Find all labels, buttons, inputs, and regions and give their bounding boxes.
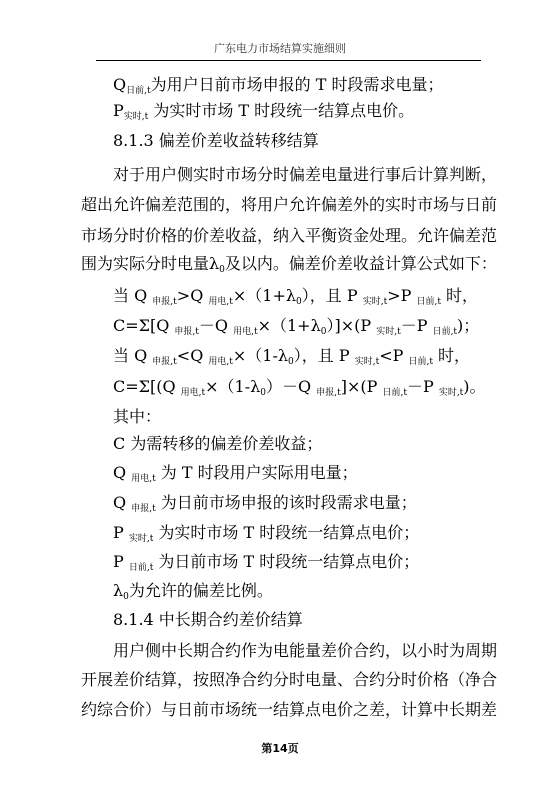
text-segment: >Q: [176, 286, 209, 305]
text-line: [113, 316, 479, 336]
text-segment: 为实时市场 T 时段统一结算点电价；: [153, 523, 420, 542]
page-number: 第14页: [261, 742, 299, 755]
text-segment: 8.1.4 中长期合约差价结算: [113, 610, 303, 629]
text-segment: 超出允许偏差范围的，将用户允许偏差外的实时市场与日前: [81, 195, 498, 214]
subscript: 日前,t: [128, 563, 154, 573]
text-line: [113, 493, 417, 513]
text-segment: P: [113, 101, 124, 120]
subscript: 0: [320, 327, 327, 337]
text-segment: Q: [113, 75, 127, 94]
text-segment: 及以内。偏差价差收益计算公式如下：: [224, 254, 497, 273]
text-segment: )；: [457, 316, 480, 335]
text-segment: 对于用户侧实时市场分时偏差电量进行事后计算判断，: [113, 165, 498, 184]
text-segment: 为实时市场 T 时段统一结算点电价。: [148, 101, 415, 120]
subscript: 申报,t: [152, 357, 177, 367]
text-segment: C=Σ[Q: [113, 316, 175, 335]
subscript: 日前,t: [126, 86, 151, 96]
text-segment: 为日前市场申报的该时段需求电量；: [155, 493, 417, 512]
text-segment: >P: [387, 286, 417, 305]
header-rule: [96, 60, 481, 61]
subscript: 日前,t: [416, 297, 441, 307]
text-segment: )。: [463, 377, 486, 396]
text-segment: ），且 P: [301, 286, 363, 305]
text-segment: －P: [400, 316, 433, 335]
text-segment: 当 Q: [113, 286, 153, 305]
text-segment: ）]×(P: [326, 316, 377, 335]
text-segment: C=Σ[(Q: [113, 377, 181, 396]
text-line: [81, 670, 497, 690]
text-line: [81, 195, 497, 215]
subscript: 用电,t: [180, 388, 206, 398]
subscript: 用电,t: [208, 357, 233, 367]
text-segment: P: [113, 523, 129, 542]
page-header: 广东电力市场结算实施细则: [214, 42, 346, 55]
text-line: [113, 641, 497, 661]
text-line: [81, 226, 497, 246]
subscript: 实时,t: [123, 112, 149, 122]
subscript: 实时,t: [362, 297, 388, 307]
text-segment: C 为需转移的偏差价差收益；: [113, 434, 323, 453]
text-line: [113, 523, 419, 543]
text-line: [113, 552, 419, 572]
text-line: [113, 463, 358, 483]
text-segment: ]×(P: [340, 377, 383, 396]
text-line: [113, 581, 273, 601]
text-segment: ）－Q: [266, 377, 317, 396]
subscript: 0: [288, 357, 294, 367]
text-segment: ×（1-λ: [205, 377, 261, 396]
subscript: 0: [260, 388, 267, 398]
text-line: [81, 700, 497, 720]
text-line: [113, 346, 470, 366]
subscript: 用电,t: [131, 474, 156, 484]
text-line: [113, 377, 486, 397]
text-segment: Q: [113, 493, 132, 512]
text-segment: ），且 P: [293, 346, 355, 365]
subscript: 用电,t: [233, 327, 258, 337]
text-segment: －P: [406, 377, 439, 396]
subscript: 0: [123, 592, 129, 602]
text-segment: λ: [113, 581, 124, 600]
subscript: 实时,t: [376, 327, 401, 337]
text-segment: 开展差价结算，按照净合约分时电量、合约分时价格（净合: [81, 670, 498, 689]
subscript: 实时,t: [128, 534, 154, 544]
text-line: [113, 407, 161, 427]
text-segment: P: [113, 552, 129, 571]
text-segment: 时，: [440, 286, 479, 305]
text-segment: 当 Q: [113, 346, 153, 365]
subscript: 申报,t: [174, 327, 199, 337]
subscript: 日前,t: [382, 388, 407, 398]
text-line: [113, 286, 478, 306]
text-segment: 为用户日前市场申报的 T 时段需求电量；: [150, 75, 444, 94]
subscript: 0: [219, 265, 225, 275]
text-segment: <P: [379, 346, 409, 365]
text-segment: Q: [113, 463, 132, 482]
text-segment: 围为实际分时电量λ: [81, 254, 220, 273]
subscript: 日前,t: [432, 327, 458, 337]
text-line: [113, 610, 303, 630]
text-line: [113, 75, 443, 95]
text-segment: ×（1+λ: [257, 316, 321, 335]
text-segment: ×（1-λ: [232, 346, 289, 365]
subscript: 实时,t: [354, 357, 380, 367]
text-segment: 时，: [432, 346, 471, 365]
text-segment: 为允许的偏差比例。: [128, 581, 273, 600]
text-line: [81, 254, 497, 274]
subscript: 申报,t: [316, 388, 341, 398]
text-segment: 为日前市场 T 时段统一结算点电价；: [153, 552, 420, 571]
text-segment: <Q: [176, 346, 209, 365]
text-line: [113, 131, 319, 151]
text-segment: ×（1+λ: [232, 286, 297, 305]
text-line: [113, 434, 322, 454]
text-segment: 约综合价）与日前市场统一结算点电价之差，计算中长期差: [81, 700, 498, 719]
subscript: 0: [296, 297, 302, 307]
subscript: 用电,t: [208, 297, 233, 307]
text-line: [113, 101, 414, 121]
subscript: 实时,t: [438, 388, 464, 398]
text-segment: 8.1.3 偏差价差收益转移结算: [113, 131, 319, 150]
text-segment: 其中：: [113, 407, 162, 426]
text-segment: 为 T 时段用户实际用电量；: [155, 463, 358, 482]
subscript: 申报,t: [152, 297, 177, 307]
subscript: 日前,t: [408, 357, 433, 367]
text-segment: －Q: [198, 316, 234, 335]
subscript: 申报,t: [131, 504, 156, 514]
text-segment: 用户侧中长期合约作为电能量差价合约，以小时为周期: [113, 641, 498, 660]
text-segment: 市场分时价格的价差收益，纳入平衡资金处理。允许偏差范: [81, 226, 498, 245]
text-line: [113, 165, 497, 185]
